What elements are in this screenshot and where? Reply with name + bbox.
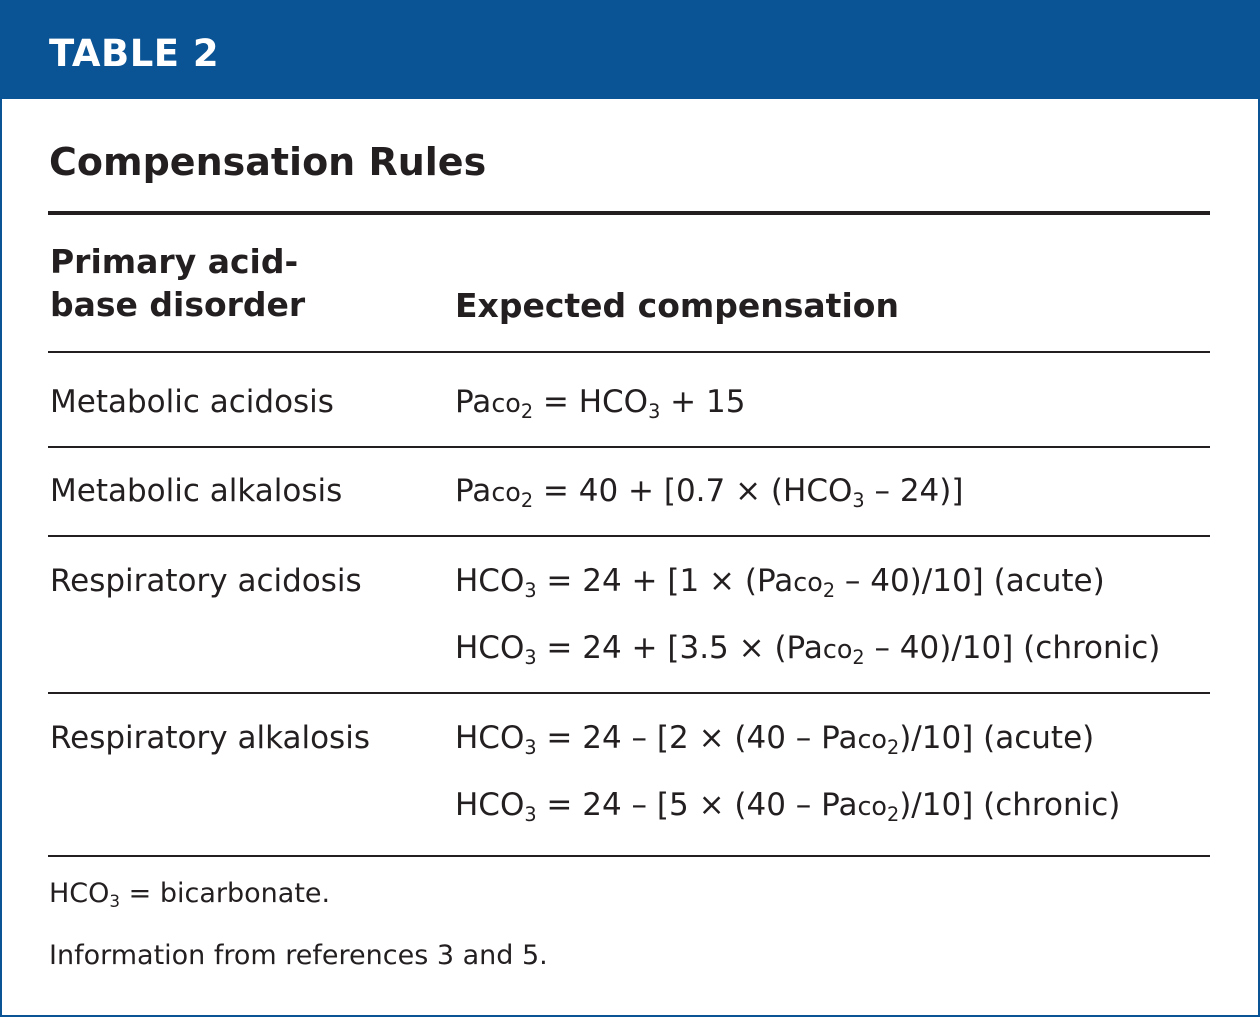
table-title: Compensation Rules <box>49 140 487 184</box>
row-formula: $HCO_3 = 24 + [1$ × (Paco$_2$ – 40)/10] (acute) <box>455 563 1105 602</box>
header-line: base disorder <box>50 285 306 324</box>
row-formula: Paco$_2$ = $HCO_3 + 15$ <box>455 384 746 423</box>
row-disorder: Respiratory acidosis <box>50 563 362 599</box>
row-formula: $HCO_3 = 24 + [3.5$ × (Paco$_2$ – 40)/10] (chronic) <box>455 630 1161 669</box>
footnote-abbreviation: $HCO_3$ = bicarbonate. <box>49 878 331 912</box>
column-header-disorder <box>50 240 305 326</box>
row-disorder: Respiratory alkalosis <box>50 720 370 756</box>
row-disorder: Metabolic alkalosis <box>50 473 343 509</box>
row-disorder: Metabolic acidosis <box>50 384 334 420</box>
row-formula: $HCO_3 = 24 - [2 \times (40$ – Paco$_2$)/10] (acute) <box>455 720 1095 759</box>
table-banner <box>2 2 1258 99</box>
row-rule <box>48 535 1210 537</box>
row-rule <box>48 446 1210 448</box>
row-rule <box>48 692 1210 694</box>
row-formula: $HCO_3 = 24 - [5 \times (40$ – Paco$_2$)/10] (chronic) <box>455 787 1121 826</box>
column-header-compensation: Expected compensation <box>455 286 899 325</box>
footnote-source: Information from references 3 and 5. <box>49 940 548 971</box>
title-rule <box>48 211 1210 215</box>
header-line: Primary acid- <box>50 242 299 281</box>
header-rule <box>48 351 1210 353</box>
table-number: TABLE 2 <box>49 32 220 75</box>
row-formula: Paco$_2$ = $40 + [0.7 \times (HCO_3 - 24)]$ <box>455 473 964 512</box>
table-bottom-rule <box>48 855 1210 857</box>
